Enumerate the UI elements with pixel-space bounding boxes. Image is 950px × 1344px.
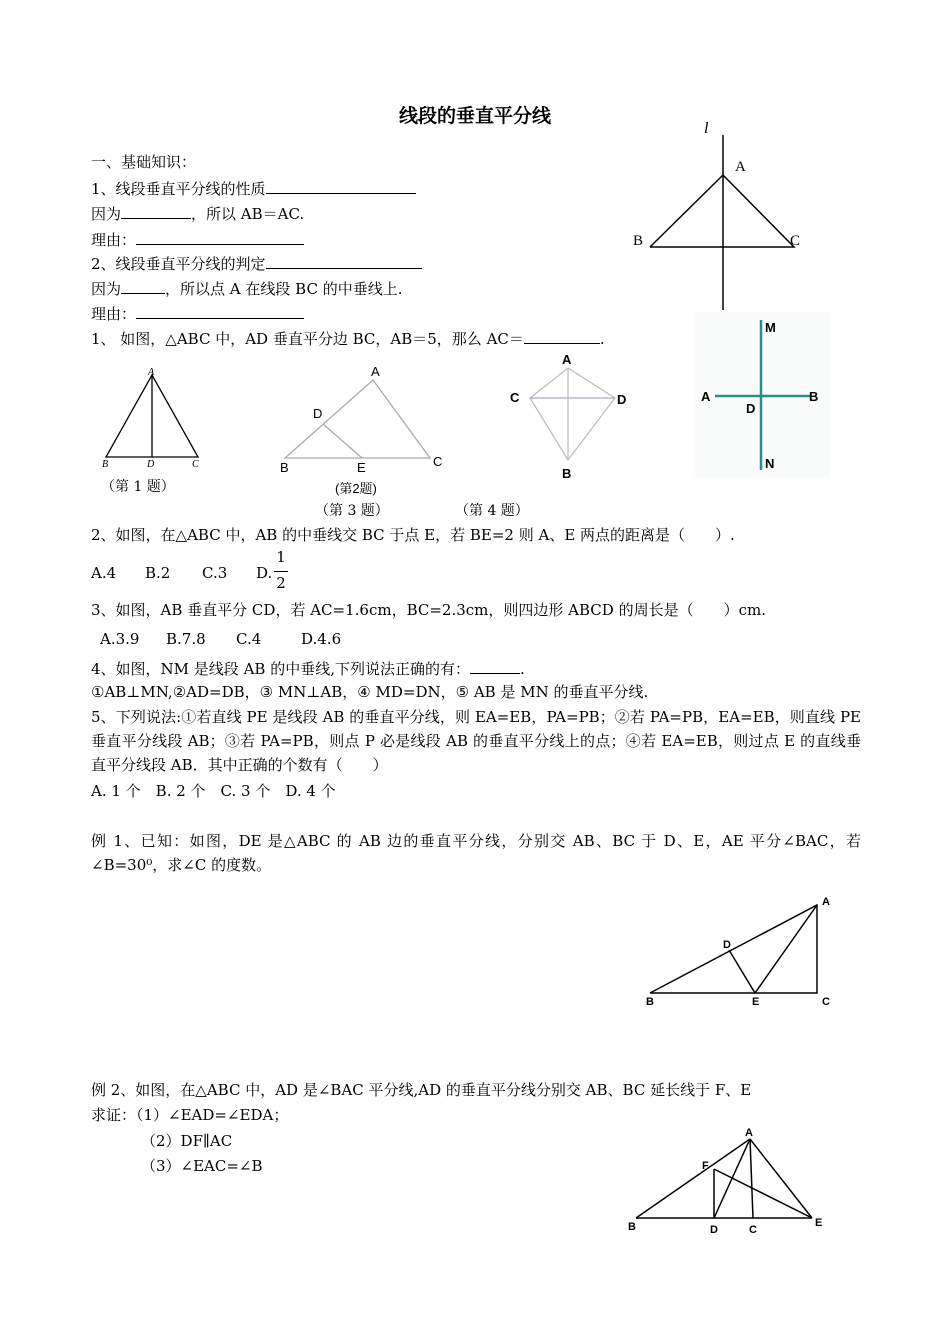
fig2-label-d: D [313, 406, 323, 421]
fig2-label-a: A [371, 364, 380, 379]
criterion-label: 2、线段垂直平分线的判定 [91, 255, 266, 273]
fig3-label-d: D [617, 392, 627, 407]
q4-statements: ①AB⊥MN,②AD=DB，③ MN⊥AB，④ MD=DN，⑤ AB 是 MN 的垂直平分线. [91, 683, 649, 701]
ex1-label-c: C [822, 996, 830, 1008]
fig1-label-a: A [148, 367, 155, 378]
question-5: 5、下列说法:①若直线 PE 是线段 AB 的垂直平分线，则 EA=EB，PA=PB；②若 PA=PB，EA=EB，则直线 PE 垂直平分线段 AB；③若 PA=PB，则点 P 必是线段 AB 的垂直平分线上的点；④若 EA=EB，则过点 E 的直线垂直平分线段 AB．其中正确的个数有（ ） [91, 708, 861, 774]
property-blank[interactable] [266, 177, 416, 194]
label-c: C [790, 233, 801, 249]
because1-blank[interactable] [121, 202, 191, 219]
q4-text: 4、如图，NM 是线段 AB 的中垂线,下列说法正确的有： [91, 660, 470, 678]
example-2-prove-1: 求证：（1）∠EAD=∠EDA； [91, 1106, 289, 1124]
fig2-label-e: E [357, 460, 366, 475]
q4-end: . [519, 660, 525, 678]
fig3-quadrilateral [530, 368, 615, 460]
fig2-label-b: B [280, 460, 289, 475]
question-1 [91, 327, 605, 349]
triangle-abc [650, 175, 794, 247]
ex1-label-b: B [646, 996, 654, 1008]
q2-option-d: D. [256, 564, 273, 582]
basics-reason2 [91, 302, 304, 324]
fraction-numerator: 1 [276, 548, 286, 566]
fig4-label-n: N [765, 456, 775, 471]
figure-3 [505, 348, 635, 483]
label-b: B [633, 233, 644, 249]
example-2: 例 2、如图，在△ABC 中，AD 是∠BAC 平分线,AD 的垂直平分线分别交 AB、BC 延长线于 F、E [91, 1081, 752, 1099]
ex2-label-a: A [745, 1127, 753, 1139]
because2-blank[interactable] [121, 277, 165, 294]
ex2-label-f: F [702, 1160, 709, 1172]
fig2-de-line [323, 424, 362, 458]
fig3-label-c: C [510, 390, 520, 405]
basics-because1 [91, 202, 304, 224]
caption-2: (第2题) [335, 481, 377, 496]
q1-text: 1、 如图，△ABC 中，AD 垂直平分边 BC，AB＝5，那么 AC＝ [91, 330, 524, 348]
q2-option-c: C.3 [202, 564, 228, 582]
caption-4: （第 4 题） [455, 503, 529, 519]
label-l: l [704, 120, 709, 137]
q3-option-c: C.4 [236, 630, 262, 648]
so1-text: ，所以 AB＝AC. [191, 205, 305, 223]
reason2-label: 理由： [91, 305, 137, 323]
because2-label: 因为 [91, 280, 122, 298]
ex1-de-line [729, 950, 755, 993]
ex1-ae-line [755, 905, 817, 993]
ex2-label-e: E [815, 1217, 823, 1229]
ex1-label-e: E [752, 996, 760, 1008]
q2-option-b: B.2 [145, 564, 171, 582]
basics-reason1 [91, 228, 304, 250]
figure-perpendicular-bisector [620, 115, 820, 315]
fig2-triangle [285, 380, 430, 458]
fig3-label-b: B [562, 466, 572, 481]
figure-4 [695, 312, 830, 477]
ex2-label-d: D [710, 1224, 718, 1236]
q1-end: . [599, 330, 605, 348]
page-title: 线段的垂直平分线 [398, 105, 551, 127]
ex1-label-a: A [822, 896, 830, 908]
fig4-label-d: D [746, 401, 756, 416]
figure-example-2 [622, 1122, 832, 1240]
criterion-blank[interactable] [266, 252, 422, 269]
example-2-prove-3: （3）∠EAC=∠B [141, 1157, 263, 1175]
reason2-blank[interactable] [136, 302, 304, 319]
basics-property [91, 177, 416, 199]
label-a: A [735, 159, 746, 175]
fig2-label-c: C [433, 454, 443, 469]
figure-1 [98, 365, 206, 475]
caption-1: （第 1 题） [101, 479, 175, 495]
basics-criterion [91, 252, 422, 274]
fig4-label-m: M [765, 320, 776, 335]
fig1-label-c: C [192, 459, 199, 470]
property-label: 1、线段垂直平分线的性质 [91, 180, 266, 198]
q5-options: A. 1 个 B. 2 个 C. 3 个 D. 4 个 [91, 782, 336, 800]
q3-option-a: A.3.9 [100, 630, 140, 648]
ex2-label-c: C [749, 1224, 757, 1236]
fig4-label-a: A [701, 389, 711, 404]
question-2: 2、如图，在△ABC 中，AB 的中垂线交 BC 于点 E，若 BE=2 则 A、E 两点的距离是（ ）. [91, 526, 735, 544]
fraction-bar [274, 571, 288, 572]
q3-option-b: B.7.8 [166, 630, 206, 648]
ex2-ac-line [750, 1139, 753, 1218]
fig1-label-d: D [147, 459, 155, 470]
because1-label: 因为 [91, 205, 122, 223]
reason1-blank[interactable] [136, 228, 304, 245]
ex1-label-d: D [723, 939, 731, 951]
example-1: 例 1、已知：如图，DE 是△ABC 的 AB 边的垂直平分线，分别交 AB、BC 于 D、E，AE 平分∠BAC，若∠B=30⁰，求∠C 的度数。 [91, 832, 861, 874]
q4-blank[interactable] [470, 657, 520, 674]
question-4 [91, 657, 525, 679]
fraction-denominator: 2 [276, 574, 286, 592]
fig1-label-b: B [102, 459, 109, 470]
ex2-label-b: B [628, 1221, 636, 1233]
ex1-triangle [650, 905, 817, 993]
so2-text: ，所以点 A 在线段 BC 的中垂线上. [165, 280, 403, 298]
reason1-label: 理由： [91, 231, 137, 249]
ex2-ae-line [750, 1139, 812, 1218]
figure-example-1 [640, 890, 840, 1015]
q2-options [91, 563, 272, 583]
q3-option-d: D.4.6 [301, 630, 342, 648]
question-3: 3、如图，AB 垂直平分 CD，若 AC=1.6cm，BC=2.3cm，则四边形 ABCD 的周长是（ ）cm. [91, 601, 766, 619]
basics-heading: 一、基础知识： [91, 153, 197, 171]
q3-options [100, 629, 341, 649]
ex2-fe-line [714, 1169, 812, 1218]
fig3-label-a: A [562, 352, 572, 367]
q1-blank[interactable] [524, 327, 600, 344]
q2-option-a: A.4 [91, 564, 117, 582]
fig4-label-b: B [809, 389, 819, 404]
basics-because2 [91, 277, 402, 299]
caption-3: （第 3 题） [315, 503, 389, 519]
figure-2 [275, 362, 455, 477]
example-2-prove-2: （2）DF∥AC [141, 1132, 233, 1150]
